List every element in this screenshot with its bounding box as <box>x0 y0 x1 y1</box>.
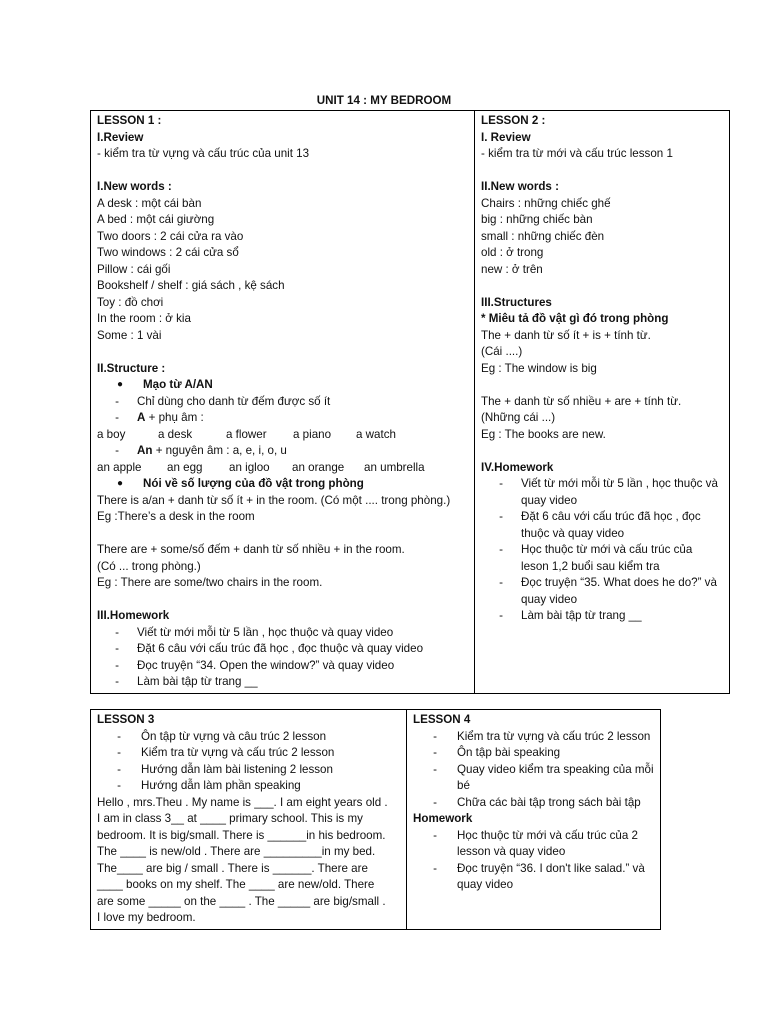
passage-line: bedroom. It is big/small. There is ______in his bedroom. <box>97 828 386 842</box>
lesson-1-2-table <box>90 110 730 694</box>
lesson-4-item: - Quay video kiểm tra speaking của mỗi bé <box>433 762 654 792</box>
homework-item: - Đặt 6 câu với cấu trúc đã học , đọc thuộc và quay video <box>115 642 424 655</box>
there-is-rule: There is a/an + danh từ số ít + in the room. (Có một .... trong phòng.) <box>97 493 451 507</box>
lesson-3-item: - Hướng dẫn làm phần speaking <box>117 779 301 792</box>
bullet-item: ● Nói về số lượng của đồ vật trong phòng <box>97 476 468 493</box>
vocab-item: Bookshelf / shelf : giá sách , kệ sách <box>97 279 285 292</box>
homework-item: - Viết từ mới mỗi từ 5 lần , học thuộc và quay video <box>499 477 718 507</box>
a-examples-row: a boy a desk a flower a piano a watch <box>97 427 396 441</box>
lesson-3-heading: LESSON 3 <box>97 713 155 726</box>
lesson-1-review-text: - kiểm tra từ vựng và cấu trúc của unit 13 <box>97 147 310 160</box>
bullet-icon: ● <box>116 379 124 390</box>
plural-example: Eg : The books are new. <box>481 427 606 441</box>
lesson-3-item: - Kiểm tra từ vựng và cấu trúc 2 lesson <box>117 746 335 759</box>
vocab-item: Toy : đồ chơi <box>97 295 164 309</box>
homework-item: - Học thuộc từ mới và cấu trúc của 2 lesson và quay video <box>433 828 638 858</box>
lesson-2-describe-heading: * Miêu tả đồ vật gì đó trong phòng <box>481 312 669 325</box>
lesson-4-item: - Ôn tập bài speaking <box>433 746 561 759</box>
homework-item: - Đặt 6 câu với cấu trúc đã học , đọc thuộc và quay video <box>499 510 701 540</box>
bullet-item: ● Mạo từ A/AN <box>97 377 468 394</box>
dash-item: - Chỉ dùng cho danh từ đếm được số ít <box>115 394 331 408</box>
there-are-meaning: (Có ... trong phòng.) <box>97 559 201 573</box>
singular-meaning: (Cái ....) <box>481 345 523 358</box>
lesson-4-item: - Kiểm tra từ vựng và cấu trúc 2 lesson <box>433 729 651 743</box>
vocab-item: Two doors : 2 cái cửa ra vào <box>97 229 244 243</box>
passage-line: I love my bedroom. <box>97 911 196 924</box>
vocab-item: In the room : ở kia <box>97 312 191 325</box>
dash-item: - An + nguyên âm : a, e, i, o, u <box>115 444 287 457</box>
an-examples-row: an apple an egg an igloo an orange an umbrella <box>97 460 425 474</box>
lesson-2-review-heading: I. Review <box>481 130 531 144</box>
passage-line: The ____ is new/old . There are _________in my bed. <box>97 845 376 858</box>
lesson-3-item: - Hướng dẫn làm bài listening 2 lesson <box>117 762 333 776</box>
plural-meaning: (Những cái ...) <box>481 411 556 424</box>
bullet-icon: ● <box>116 478 124 489</box>
homework-item: - Làm bài tập từ trang __ <box>115 675 258 688</box>
homework-item: - Đọc truyện “34. Open the window?” và quay video <box>115 658 395 672</box>
there-are-example: Eg : There are some/two chairs in the room. <box>97 576 323 589</box>
vocab-item: A desk : một cái bàn <box>97 196 202 210</box>
lesson-2-homework-heading: IV.Homework <box>481 460 554 474</box>
lesson-4-homework-heading: Homework <box>413 812 473 825</box>
passage-line: ____ books on my shelf. The ____ are new/old. There <box>97 878 375 891</box>
singular-example: Eg : The window is big <box>481 361 597 375</box>
vocab-item: A bed : một cái giường <box>97 213 215 226</box>
lesson-4-cell <box>407 710 661 930</box>
lesson-4-item: - Chữa các bài tập trong sách bài tập <box>433 795 641 809</box>
lesson-1-new-words-heading: I.New words : <box>97 180 172 193</box>
lesson-1-heading: LESSON 1 : <box>97 114 162 127</box>
vocab-item: Some : 1 vài <box>97 328 162 342</box>
passage-line: The____ are big / small . There is ______. There are <box>97 861 368 875</box>
lesson-2-heading: LESSON 2 : <box>481 114 546 127</box>
vocab-item: new : ở trên <box>481 262 543 276</box>
lesson-1-review-heading: I.Review <box>97 130 144 144</box>
lesson-1-cell <box>91 111 475 694</box>
passage-line: Hello , mrs.Theu . My name is ___. I am eight years old . <box>97 795 388 809</box>
lesson-3-item: - Ôn tập từ vựng và câu trúc 2 lesson <box>117 729 327 743</box>
passage-line: I am in class 3__ at ____ primary school. This is my <box>97 812 363 825</box>
lesson-1-homework-heading: III.Homework <box>97 609 170 622</box>
homework-item: - Học thuộc từ mới và cấu trúc của leson 1,2 buổi sau kiểm tra <box>499 543 693 573</box>
there-is-example: Eg :There’s a desk in the room <box>97 510 255 523</box>
passage-line: are some _____ on the ____ . The _____ are big/small . <box>97 894 386 908</box>
plural-rule: The + danh từ số nhiều + are + tính từ. <box>481 394 682 408</box>
vocab-item: old : ở trong <box>481 246 544 259</box>
page-title: UNIT 14 : MY BEDROOM <box>316 94 452 107</box>
vocab-item: small : những chiếc đèn <box>481 229 605 243</box>
homework-item: - Viết từ mới mỗi từ 5 lần , học thuộc và quay video <box>115 625 394 639</box>
singular-rule: The + danh từ số ít + is + tính từ. <box>481 328 651 342</box>
homework-item: - Làm bài tập từ trang __ <box>499 609 642 622</box>
vocab-item: big : những chiếc bàn <box>481 213 593 226</box>
lesson-3-4-table <box>90 709 661 930</box>
lesson-2-structures-heading: III.Structures <box>481 295 552 309</box>
homework-item: - Đọc truyện “36. I don't like salad.” và quay video <box>433 861 645 891</box>
lesson-3-cell <box>91 710 407 930</box>
lesson-1-structure-heading: II.Structure : <box>97 361 166 375</box>
there-are-rule: There are + some/số đếm + danh từ số nhiều + in the room. <box>97 543 405 556</box>
vocab-item: Chairs : những chiếc ghế <box>481 196 611 210</box>
lesson-2-review-text: - kiểm tra từ mới và cấu trúc lesson 1 <box>481 147 673 160</box>
lesson-2-cell <box>475 111 730 694</box>
vocab-item: Pillow : cái gối <box>97 262 171 276</box>
homework-item: - Đọc truyện “35. What does he do?” và quay video <box>499 576 717 606</box>
lesson-4-heading: LESSON 4 <box>413 713 471 726</box>
dash-item: - A + phụ âm : <box>115 411 204 424</box>
vocab-item: Two windows : 2 cái cửa sổ <box>97 246 239 259</box>
lesson-2-new-words-heading: II.New words : <box>481 180 559 193</box>
